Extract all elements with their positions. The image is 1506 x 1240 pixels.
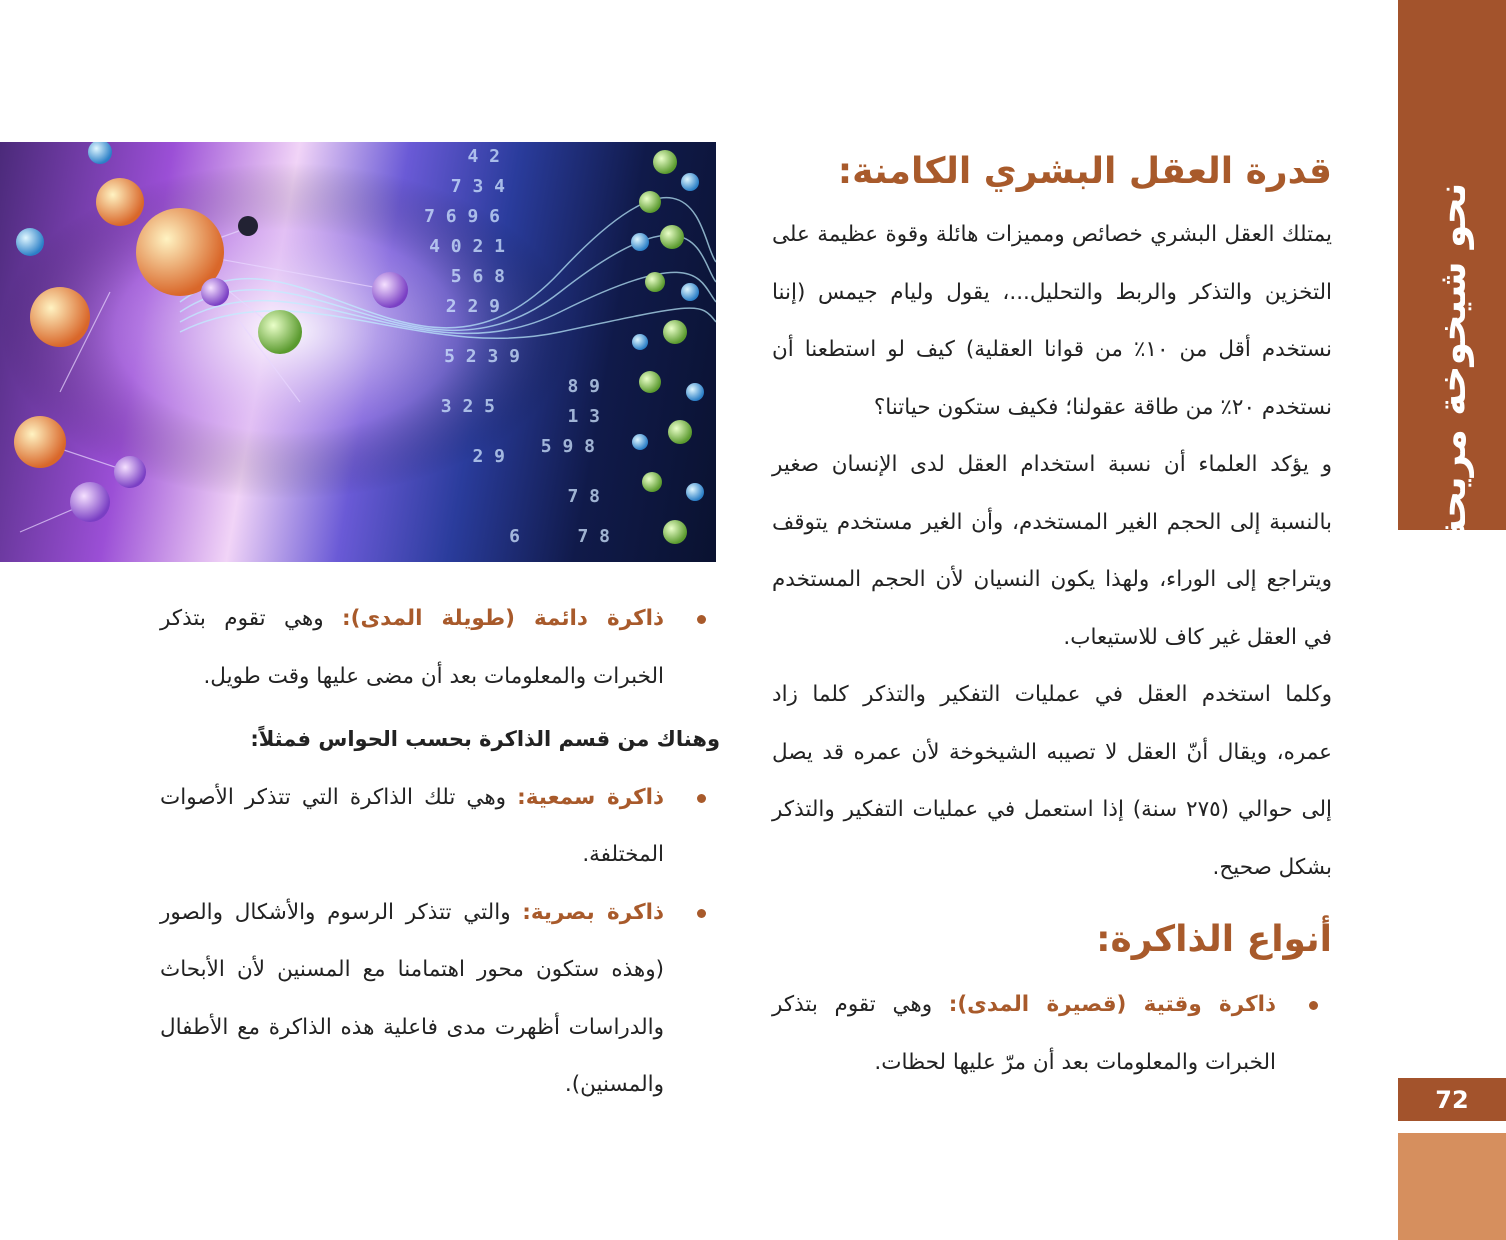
svg-text:1 2 0 4: 1 2 0 4 <box>429 236 505 257</box>
bullet-auditory-memory <box>160 769 720 884</box>
right-column <box>772 142 1332 1091</box>
term-short-term: ذاكرة وقتية (قصيرة المدى): <box>948 992 1276 1017</box>
bottom-decor-block <box>1398 1133 1506 1240</box>
svg-text:8 7: 8 7 <box>567 486 600 507</box>
svg-text:3 1: 3 1 <box>567 406 600 427</box>
svg-text:6: 6 <box>509 526 520 547</box>
svg-text:8 6 5: 8 6 5 <box>450 266 505 287</box>
svg-text:9 2 2: 9 2 2 <box>445 296 500 317</box>
bullet-short-term-memory <box>772 976 1332 1091</box>
svg-text:6 9 6 7: 6 9 6 7 <box>424 206 500 227</box>
bullet-long-term-memory <box>160 590 720 705</box>
section-heading-mind: قدرة العقل البشري الكامنة: <box>837 151 1332 192</box>
paragraph-2: و يؤكد العلماء أن نسبة استخدام العقل لدى الإنسان صغير بالنسبة إلى الحجم الغير المستخدم، وأن الغير مستخدم يتوقف ويتراجع إلى الوراء، ولهذا يكون النسيان لأن الحجم المستخدم في العقل غير كاف للاستيعاب. <box>772 452 1332 650</box>
term-auditory: ذاكرة سمعية: <box>517 784 664 810</box>
svg-text:9 8: 9 8 <box>567 376 600 397</box>
paragraph-3: وكلما استخدم العقل في عمليات التفكير والتذكر كلما زاد عمره، ويقال أنّ العقل لا تصيبه الشيخوخة لأن عمره قد يصل إلى حوالي (٢٧٥ سنة) إذا استعمل في عمليات التفكير والتذكر بشكل صحيح. <box>772 682 1332 880</box>
svg-text:8 7: 8 7 <box>577 526 610 547</box>
desc-visual: والتي تتذكر الرسوم والأشكال والصور (وهذه ستكون محور اهتمامنا مع المسنين لأن الأبحاث والدراسات أظهرت مدى فاعلية هذه الذاكرة مع الأطفال والمسنين). <box>160 899 664 1097</box>
page-number: 72 <box>1398 1078 1506 1121</box>
svg-text:9 2: 9 2 <box>472 446 505 467</box>
svg-text:5 2 3: 5 2 3 <box>440 396 495 417</box>
bullet-visual-memory <box>160 884 720 1114</box>
section-heading-memory-types: أنواع الذاكرة: <box>1096 919 1332 960</box>
svg-text:9 3 2 5: 9 3 2 5 <box>444 346 520 367</box>
term-long-term: ذاكرة دائمة (طويلة المدى): <box>342 606 664 631</box>
paragraph-1: يمتلك العقل البشري خصائص ومميزات هائلة وقوة عظيمة على التخزين والتذكر والربط والتحليل...، يقول وليام جيمس (إننا نستخدم أقل من ١٠٪ من قوانا العقلية) كيف لو استطعنا أن نستخدم ٢٠٪ من طاقة عقولنا؛ فكيف ستكون حياتنا؟ <box>772 222 1332 420</box>
side-tab <box>1398 0 1506 542</box>
term-visual: ذاكرة بصرية: <box>522 899 664 925</box>
svg-text:2 4: 2 4 <box>467 146 500 167</box>
brain-network-image <box>0 142 716 562</box>
svg-text:4 3 7: 4 3 7 <box>450 176 505 197</box>
tab-title: نحو شيخوخة مريحة <box>1430 182 1474 542</box>
senses-subheading: وهناك من قسم الذاكرة بحسب الحواس فمثلاً: <box>250 727 720 751</box>
svg-text:8 9 5: 8 9 5 <box>540 436 595 457</box>
left-column <box>160 590 720 1114</box>
desc-short-term: وهي تقوم بتذكر الخبرات والمعلومات بعد أن مرّ عليها لحظات. <box>772 992 1276 1075</box>
desc-long-term: وهي تقوم بتذكر الخبرات والمعلومات بعد أن مضى عليها وقت طويل. <box>160 606 664 689</box>
desc-auditory: وهي تلك الذاكرة التي تتذكر الأصوات المختلفة. <box>160 784 664 867</box>
